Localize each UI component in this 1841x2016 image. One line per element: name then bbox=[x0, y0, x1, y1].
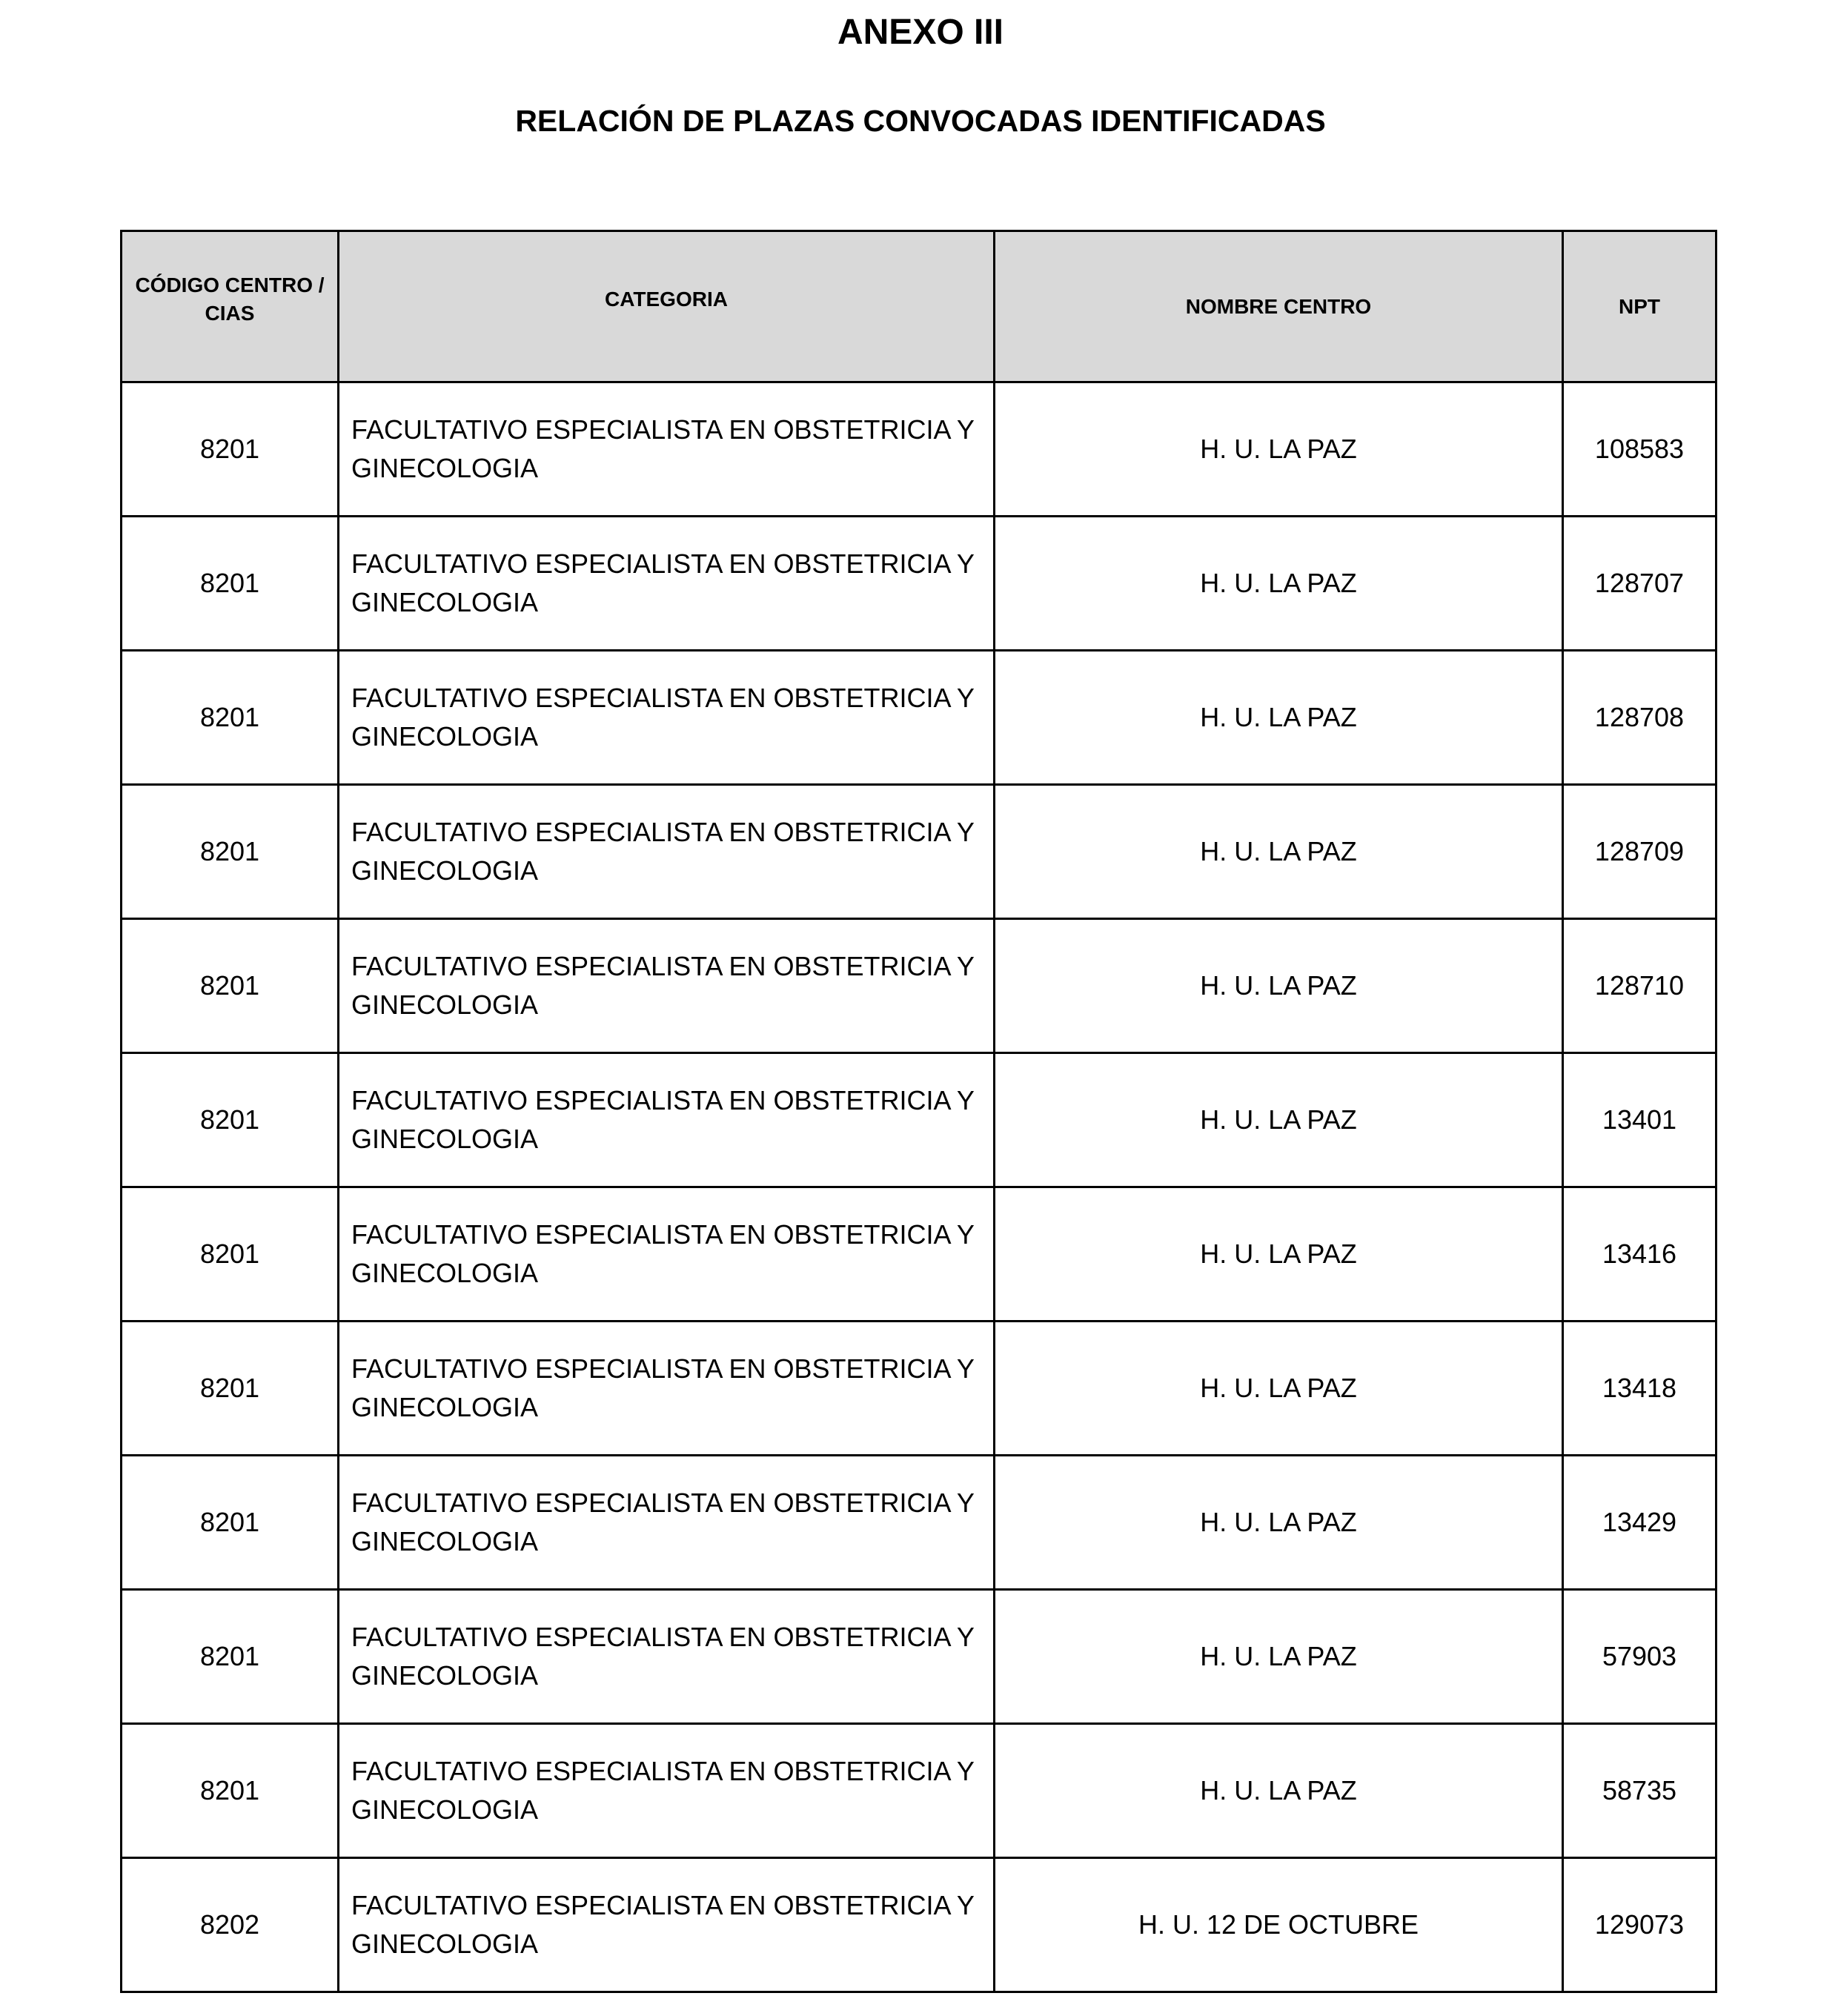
cell-npt: 13429 bbox=[1563, 1456, 1716, 1590]
table-row bbox=[122, 785, 1716, 919]
cell-categoria: FACULTATIVO ESPECIALISTA EN OBSTETRICIA Y GINECOLOGIA bbox=[339, 651, 995, 785]
table-row bbox=[122, 382, 1716, 517]
cell-nombre-centro: H. U. LA PAZ bbox=[995, 382, 1563, 517]
plazas-table bbox=[120, 230, 1717, 1993]
cell-nombre-centro: H. U. LA PAZ bbox=[995, 919, 1563, 1053]
document-title: ANEXO III bbox=[837, 13, 1004, 52]
table-row bbox=[122, 1456, 1716, 1590]
cell-categoria: FACULTATIVO ESPECIALISTA EN OBSTETRICIA Y GINECOLOGIA bbox=[339, 517, 995, 651]
table-row bbox=[122, 651, 1716, 785]
cell-npt: 128708 bbox=[1563, 651, 1716, 785]
cell-categoria: FACULTATIVO ESPECIALISTA EN OBSTETRICIA Y GINECOLOGIA bbox=[339, 1187, 995, 1322]
cell-categoria: FACULTATIVO ESPECIALISTA EN OBSTETRICIA Y GINECOLOGIA bbox=[339, 785, 995, 919]
header-npt-label: NPT bbox=[1619, 294, 1660, 318]
cell-nombre-centro: H. U. LA PAZ bbox=[995, 785, 1563, 919]
table-row bbox=[122, 1724, 1716, 1858]
cell-nombre-centro: H. U. LA PAZ bbox=[995, 1053, 1563, 1187]
cell-nombre-centro: H. U. LA PAZ bbox=[995, 1590, 1563, 1724]
cell-codigo: 8201 bbox=[122, 651, 339, 785]
cell-codigo: 8201 bbox=[122, 1053, 339, 1187]
table-row bbox=[122, 517, 1716, 651]
cell-nombre-centro: H. U. LA PAZ bbox=[995, 651, 1563, 785]
cell-categoria: FACULTATIVO ESPECIALISTA EN OBSTETRICIA Y GINECOLOGIA bbox=[339, 1053, 995, 1187]
cell-nombre-centro: H. U. LA PAZ bbox=[995, 1456, 1563, 1590]
cell-nombre-centro: H. U. LA PAZ bbox=[995, 1322, 1563, 1456]
cell-nombre-centro: H. U. LA PAZ bbox=[995, 517, 1563, 651]
cell-npt: 13401 bbox=[1563, 1053, 1716, 1187]
cell-codigo: 8201 bbox=[122, 785, 339, 919]
header-codigo-label: CÓDIGO CENTRO / CIAS bbox=[135, 273, 325, 325]
cell-npt: 128710 bbox=[1563, 919, 1716, 1053]
table-row bbox=[122, 1322, 1716, 1456]
header-nombre-centro bbox=[995, 231, 1563, 382]
cell-codigo: 8201 bbox=[122, 919, 339, 1053]
table-body bbox=[122, 382, 1716, 1992]
cell-codigo: 8201 bbox=[122, 1187, 339, 1322]
cell-codigo: 8201 bbox=[122, 1724, 339, 1858]
cell-codigo: 8201 bbox=[122, 517, 339, 651]
header-npt bbox=[1563, 231, 1716, 382]
cell-npt: 128707 bbox=[1563, 517, 1716, 651]
cell-nombre-centro: H. U. 12 DE OCTUBRE bbox=[995, 1858, 1563, 1992]
cell-npt: 58735 bbox=[1563, 1724, 1716, 1858]
cell-npt: 108583 bbox=[1563, 382, 1716, 517]
cell-npt: 13416 bbox=[1563, 1187, 1716, 1322]
cell-npt: 57903 bbox=[1563, 1590, 1716, 1724]
cell-nombre-centro: H. U. LA PAZ bbox=[995, 1724, 1563, 1858]
table-header bbox=[122, 231, 1716, 382]
cell-categoria: FACULTATIVO ESPECIALISTA EN OBSTETRICIA Y GINECOLOGIA bbox=[339, 1456, 995, 1590]
cell-npt: 13418 bbox=[1563, 1322, 1716, 1456]
cell-codigo: 8201 bbox=[122, 1456, 339, 1590]
table-row bbox=[122, 1187, 1716, 1322]
cell-categoria: FACULTATIVO ESPECIALISTA EN OBSTETRICIA Y GINECOLOGIA bbox=[339, 1590, 995, 1724]
header-categoria-label: CATEGORIA bbox=[605, 287, 728, 311]
cell-nombre-centro: H. U. LA PAZ bbox=[995, 1187, 1563, 1322]
cell-codigo: 8202 bbox=[122, 1858, 339, 1992]
cell-npt: 128709 bbox=[1563, 785, 1716, 919]
cell-categoria: FACULTATIVO ESPECIALISTA EN OBSTETRICIA Y GINECOLOGIA bbox=[339, 1322, 995, 1456]
cell-categoria: FACULTATIVO ESPECIALISTA EN OBSTETRICIA Y GINECOLOGIA bbox=[339, 382, 995, 517]
header-row bbox=[122, 231, 1716, 382]
cell-codigo: 8201 bbox=[122, 1322, 339, 1456]
table-row bbox=[122, 1053, 1716, 1187]
cell-npt: 129073 bbox=[1563, 1858, 1716, 1992]
cell-categoria: FACULTATIVO ESPECIALISTA EN OBSTETRICIA Y GINECOLOGIA bbox=[339, 1724, 995, 1858]
table-row bbox=[122, 1858, 1716, 1992]
table-row bbox=[122, 919, 1716, 1053]
document-subtitle: RELACIÓN DE PLAZAS CONVOCADAS IDENTIFICADAS bbox=[515, 104, 1326, 138]
header-nombre-label: NOMBRE CENTRO bbox=[1185, 294, 1372, 318]
header-codigo-centro bbox=[122, 231, 339, 382]
cell-categoria: FACULTATIVO ESPECIALISTA EN OBSTETRICIA Y GINECOLOGIA bbox=[339, 919, 995, 1053]
header-categoria bbox=[339, 231, 995, 382]
table-row bbox=[122, 1590, 1716, 1724]
cell-codigo: 8201 bbox=[122, 382, 339, 517]
cell-codigo: 8201 bbox=[122, 1590, 339, 1724]
cell-categoria: FACULTATIVO ESPECIALISTA EN OBSTETRICIA Y GINECOLOGIA bbox=[339, 1858, 995, 1992]
